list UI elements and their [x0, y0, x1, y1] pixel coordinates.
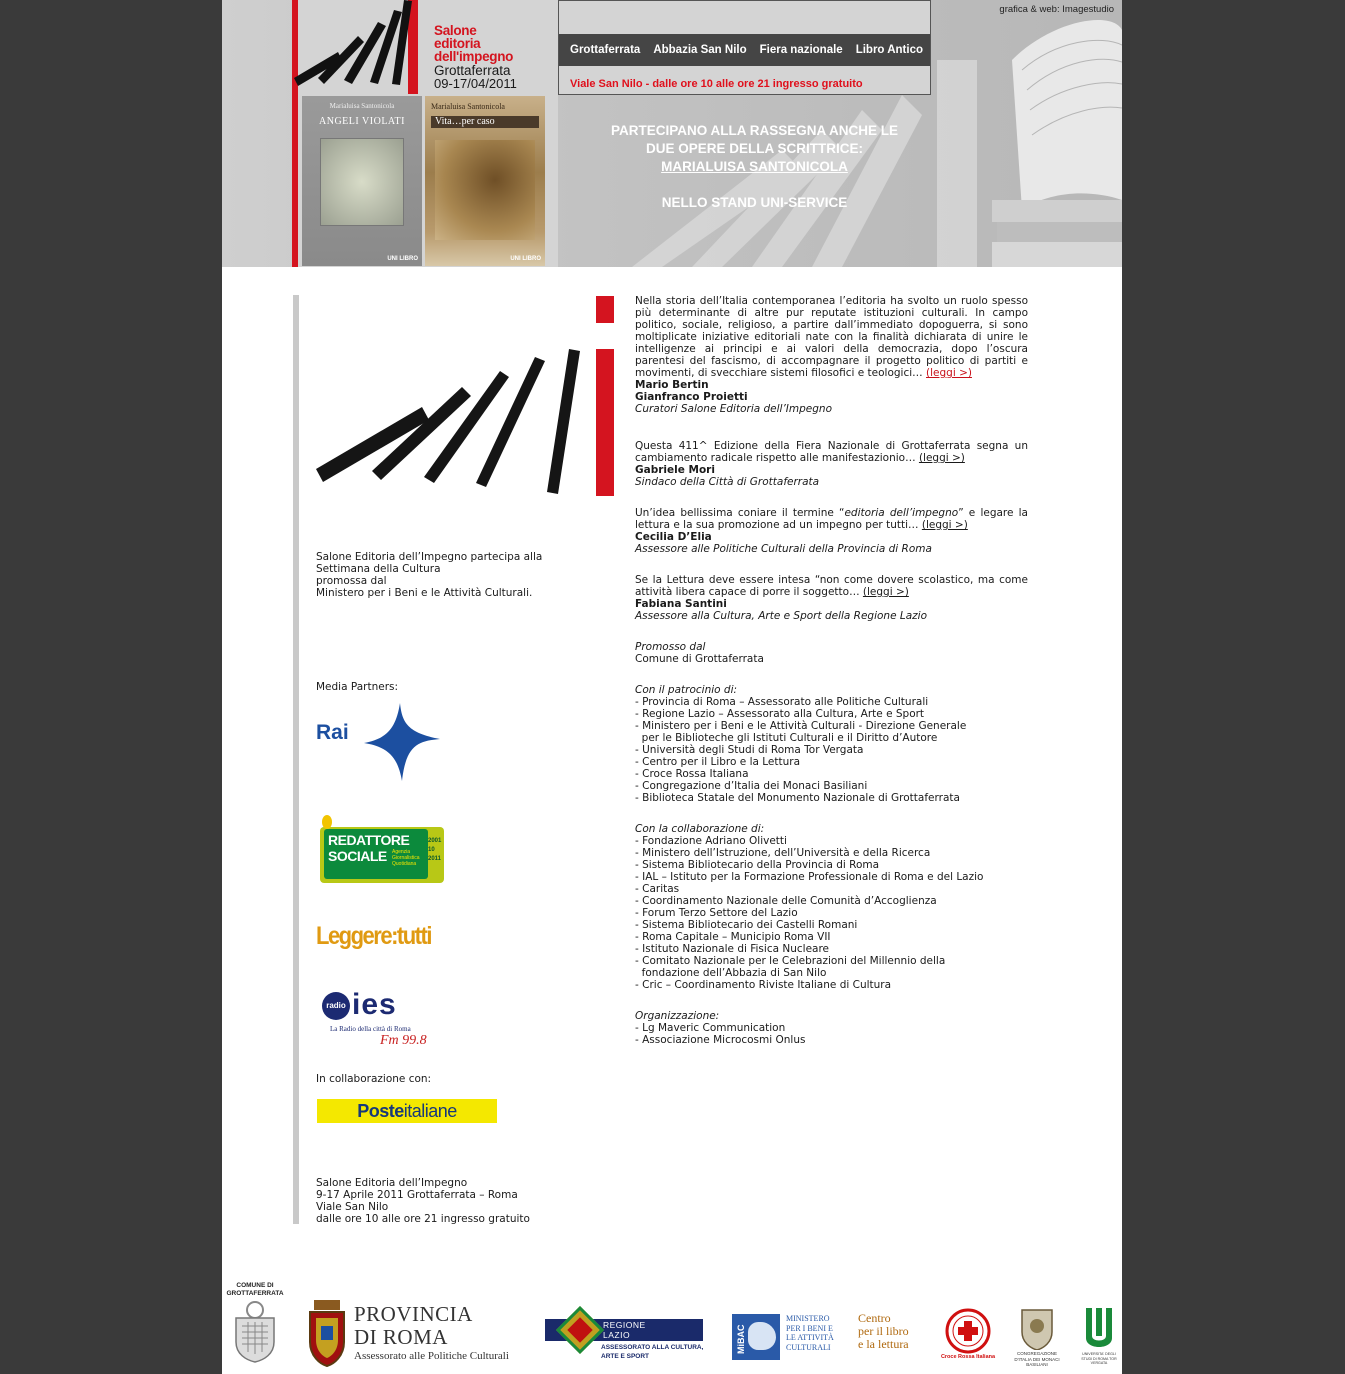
redattore-text-2: SOCIALE	[328, 848, 387, 864]
sponsor-logos	[222, 1276, 1122, 1374]
read-more-link[interactable]: (leggi >)	[918, 452, 965, 464]
domino-logo-icon	[292, 0, 558, 94]
list-item: - Ministero per i Beni e le Attività Culturali - Direzione Generale	[635, 720, 967, 732]
leggere-tutti-text: Leggere:tutti	[316, 921, 431, 950]
logo-line-3: dell'impegno	[434, 49, 514, 64]
regione-text-2: LAZIO	[603, 1330, 631, 1340]
event-info: Viale San Nilo - dalle ore 10 alle ore 21 ingresso gratuito	[570, 78, 863, 90]
promosso-value: Comune di Grottaferrata	[635, 653, 764, 665]
book-cover-vita-per-caso[interactable]	[425, 96, 545, 266]
quote-paragraph: Questa 411^ Edizione della Fiera Nazionale di Grottaferrata segna un cambiamento radicale rispetto alle manifestazionio…	[635, 440, 1028, 464]
list-item: - Forum Terzo Settore del Lazio	[635, 907, 798, 919]
event-footer-info: Salone Editoria dell’Impegno 9-17 Aprile 2011 Grottaferrata – Roma Viale San Nilo dalle ore 10 alle ore 21 ingresso gratuito	[316, 1177, 530, 1225]
salone-domino-logo-icon	[316, 295, 616, 500]
centro-libro-logo[interactable]	[858, 1312, 918, 1358]
tor-vergata-icon	[1082, 1306, 1116, 1350]
designer-credit[interactable]: grafica & web: Imagestudio	[999, 4, 1114, 15]
header-banner	[222, 0, 1122, 267]
quote-block	[635, 440, 1028, 488]
quote-text	[635, 507, 1028, 531]
tor-vergata-text: UNIVERSITA' DEGLI STUDI DI ROMA TOR VERGATA	[1081, 1352, 1117, 1365]
author-name: Fabiana Santini	[635, 598, 727, 610]
list-item: - Fondazione Adriano Olivetti	[635, 835, 787, 847]
settimana-cultura-text: Salone Editoria dell’Impegno partecipa alla Settimana della Cultura promossa dal Ministero per i Beni e le Attività Culturali.	[316, 551, 543, 599]
radio-subtitle: La Radio della città di Roma	[330, 1025, 411, 1033]
author-name: Gabriele Mori	[635, 464, 715, 476]
quote-block	[635, 507, 1028, 555]
quote-block	[635, 574, 1028, 622]
mibac-text-3: LE ATTIVITÀ	[786, 1333, 834, 1342]
centro-text-3: e la lettura	[858, 1337, 909, 1351]
read-more-link[interactable]: (leggi >)	[921, 519, 968, 531]
list-item: - Coordinamento Nazionale delle Comunità d’Accoglienza	[635, 895, 937, 907]
redattore-text-3: Agenzia Giornalistica Quotidiana	[392, 849, 420, 867]
logo-city: Grottaferrata	[434, 63, 511, 78]
quote-text	[635, 574, 1028, 598]
provincia-crest-icon	[306, 1296, 348, 1368]
author-role: Curatori Salone Editoria dell’Impegno	[635, 403, 832, 415]
announce-stand: NELLO STAND UNI-SERVICE	[661, 195, 848, 210]
media-partners-label: Media Partners:	[316, 681, 399, 693]
radio-ies-logo[interactable]	[316, 989, 446, 1053]
regione-text-1: REGIONE	[603, 1320, 646, 1330]
book-author: Marialuisa Santonicola	[431, 102, 505, 111]
list-item: - Biblioteca Statale del Monumento Nazionale di Grottaferrata	[635, 792, 960, 804]
salone-logo[interactable]	[292, 0, 558, 94]
mibac-text	[786, 1314, 834, 1352]
centro-text-1: Centro	[858, 1311, 891, 1325]
page	[222, 0, 1122, 1374]
leggere-tutti-logo[interactable]	[316, 921, 446, 953]
radio-fm: Fm 99.8	[380, 1033, 427, 1048]
book-publisher: UNI LIBRO	[387, 256, 418, 262]
mibac-abbr: MiBAC	[736, 1324, 746, 1354]
provincia-text-1: PROVINCIA	[354, 1302, 473, 1326]
organizzazione-block	[635, 1010, 1028, 1046]
provincia-text-3: Assessorato alle Politiche Culturali	[354, 1350, 509, 1362]
read-more-link[interactable]: (leggi >)	[926, 367, 972, 379]
list-item: - Congregazione d’Italia dei Monaci Basiliani	[635, 780, 868, 792]
book-author: Marialuisa Santonicola	[329, 102, 395, 110]
congregazione-crest-icon	[1010, 1306, 1064, 1350]
quote-text	[635, 440, 1028, 464]
congregazione-logo[interactable]	[1010, 1306, 1064, 1366]
quote-paragraph: ” e legare la lettura e la sua promozione ad un impegno per tutti…	[635, 507, 1028, 531]
author-role: Assessore alle Politiche Culturali della Provincia di Roma	[635, 543, 932, 555]
right-column	[635, 295, 1028, 1065]
mibac-text-4: CULTURALI	[786, 1342, 831, 1352]
author-role: Assessore alla Cultura, Arte e Sport della Regione Lazio	[635, 610, 928, 622]
nav-item-libro-antico[interactable]: Libro Antico	[855, 44, 923, 56]
red-cross-icon	[938, 1308, 998, 1354]
intro-paragraph: Nella storia dell’Italia contemporanea l’editoria ha svolto un ruolo spesso più determinante di altre pur reputate istituzioni culturali. In campo politico, sociale, religioso, a partire dall’immediato dopoguerra, si sono moltiplicate iniziative editoriali nate con la finalità dichiarata di unire le intelligenze ai principi e ai valori della democrazia, dopo l’oscura parentesi del fascismo, di accompagnare il progetto politico di partiti e movimenti, di svecchiare sistemi filosofici e teologici…	[635, 295, 1028, 379]
list-item: - Regione Lazio – Assessorato alla Cultura, Arte e Sport	[635, 708, 925, 720]
mibac-text-1: MINISTERO	[786, 1314, 830, 1323]
list-item: per le Biblioteche gli Istituti Culturali e il Diritto d’Autore	[635, 732, 938, 744]
comune-text: COMUNE DI GROTTAFERRATA	[226, 1282, 284, 1297]
logo-dates: 09-17/04/2011	[434, 76, 517, 91]
book-title: Vita…per caso	[431, 116, 539, 128]
mibac-text-2: PER I BENI E	[786, 1323, 833, 1333]
author-name: Mario Bertin	[635, 379, 709, 391]
author-role: Sindaco della Città di Grottaferrata	[635, 476, 820, 488]
poste-text-a: Poste	[357, 1101, 404, 1121]
provincia-text-2: DI ROMA	[354, 1325, 448, 1349]
list-item: - Centro per il Libro e la Lettura	[635, 756, 801, 768]
mibac-logo[interactable]	[732, 1314, 842, 1362]
centro-text-2: per il libro	[858, 1324, 909, 1338]
list-item: - Comitato Nazionale per le Celebrazioni del Millennio della	[635, 955, 946, 967]
croce-text: Croce Rossa Italiana	[940, 1354, 996, 1360]
comune-crest-icon	[226, 1298, 284, 1364]
list-item: - IAL – Istituto per la Formazione Professionale di Roma e del Lazio	[635, 871, 984, 883]
patrocinio-block	[635, 684, 1028, 804]
announce-line-1: PARTECIPANO ALLA RASSEGNA ANCHE LE	[610, 123, 898, 138]
author-name: Gianfranco Proietti	[635, 391, 748, 403]
read-more-link[interactable]: (leggi >)	[862, 586, 909, 598]
regione-text-4: ARTE E SPORT	[601, 1353, 650, 1360]
poste-text-b: italiane	[403, 1101, 457, 1121]
collaboration-label: In collaborazione con:	[316, 1073, 432, 1085]
list-item: - Università degli Studi di Roma Tor Vergata	[635, 744, 864, 756]
logo-line-2: editoria	[434, 36, 481, 51]
collaborazione-label: Con la collaborazione di:	[635, 823, 765, 835]
rai-star-icon	[360, 703, 440, 781]
nav-panel	[558, 0, 931, 95]
left-divider	[293, 295, 299, 1224]
redattore-sociale-logo[interactable]	[316, 815, 446, 885]
quote-paragraph: Se la Lettura deve essere intesa “non come dovere scolastico, ma come attività libera capace di porre il soggetto…	[635, 574, 1028, 598]
book-title: ANGELI VIOLATI	[319, 116, 405, 127]
announce-author-link[interactable]: MARIALUISA SANTONICOLA	[661, 159, 848, 174]
list-item: fondazione dell’Abbazia di San Nilo	[635, 967, 827, 979]
list-item: - Associazione Microcosmi Onlus	[635, 1034, 806, 1046]
list-item: - Cric – Coordinamento Riviste Italiane di Cultura	[635, 979, 892, 991]
regione-lazio-logo[interactable]	[545, 1312, 705, 1364]
collaborazione-block	[635, 823, 1028, 991]
regione-text-3: ASSESSORATO ALLA CULTURA,	[601, 1344, 704, 1351]
patrocinio-label: Con il patrocinio di:	[635, 684, 738, 696]
tor-vergata-logo[interactable]	[1082, 1306, 1116, 1368]
croce-rossa-logo[interactable]	[938, 1308, 998, 1364]
list-item: - Lg Maveric Communication	[635, 1022, 786, 1034]
rai-text: Rai	[316, 721, 349, 744]
list-item: - Roma Capitale – Municipio Roma VII	[635, 931, 831, 943]
book-publisher: UNI LIBRO	[510, 256, 541, 262]
main-nav	[559, 34, 930, 66]
logo-line-1: Salone	[434, 23, 477, 38]
list-item: - Istituto Nazionale di Fisica Nucleare	[635, 943, 830, 955]
redattore-text-1: REDATTORE	[328, 832, 410, 848]
ies-text: ies	[352, 988, 397, 1021]
red-stripe	[292, 94, 298, 267]
nav-item-fiera-nazionale[interactable]: Fiera nazionale	[759, 44, 843, 56]
announce-line-2: DUE OPERE DELLA SCRITTRICE:	[645, 141, 863, 156]
redattore-years: 2001 10 2011	[428, 838, 442, 862]
book-illustration	[320, 138, 404, 226]
books-strip	[292, 94, 558, 267]
rai-logo[interactable]	[316, 703, 446, 781]
list-item: - Ministero dell’Istruzione, dell’Università e della Ricerca	[635, 847, 931, 859]
list-item: - Sistema Bibliotecario della Provincia di Roma	[635, 859, 880, 871]
organizzazione-label: Organizzazione:	[635, 1010, 720, 1022]
congregazione-text: CONGREGAZIONE D'ITALIA DEI MONACI BASILIANI	[1014, 1351, 1060, 1367]
book-illustration	[435, 140, 535, 240]
nav-item-abbazia-san-nilo[interactable]: Abbazia San Nilo	[653, 44, 747, 56]
radio-text: radio	[322, 992, 350, 1020]
list-item: - Provincia di Roma – Assessorato alle Politiche Culturali	[635, 696, 929, 708]
nav-item-grottaferrata[interactable]: Grottaferrata	[570, 44, 641, 56]
poste-italiane-logo[interactable]	[317, 1099, 497, 1123]
list-item: - Croce Rossa Italiana	[635, 768, 749, 780]
promosso-label: Promosso dal	[635, 641, 706, 653]
provincia-roma-logo[interactable]	[306, 1296, 526, 1368]
book-cover-angeli-violati[interactable]	[302, 96, 422, 266]
quote-paragraph: Un’idea bellissima coniare il termine “	[635, 507, 845, 519]
quote-emphasis: editoria dell’impegno	[844, 507, 959, 519]
list-item: - Sistema Bibliotecario dei Castelli Romani	[635, 919, 858, 931]
author-name: Cecilia D’Elia	[635, 531, 712, 543]
promosso-block	[635, 641, 1028, 665]
intro-block	[635, 295, 1028, 415]
list-item: - Caritas	[635, 883, 680, 895]
announcement	[577, 122, 932, 212]
intro-text	[635, 295, 1028, 379]
comune-grottaferrata-logo[interactable]	[226, 1282, 284, 1372]
